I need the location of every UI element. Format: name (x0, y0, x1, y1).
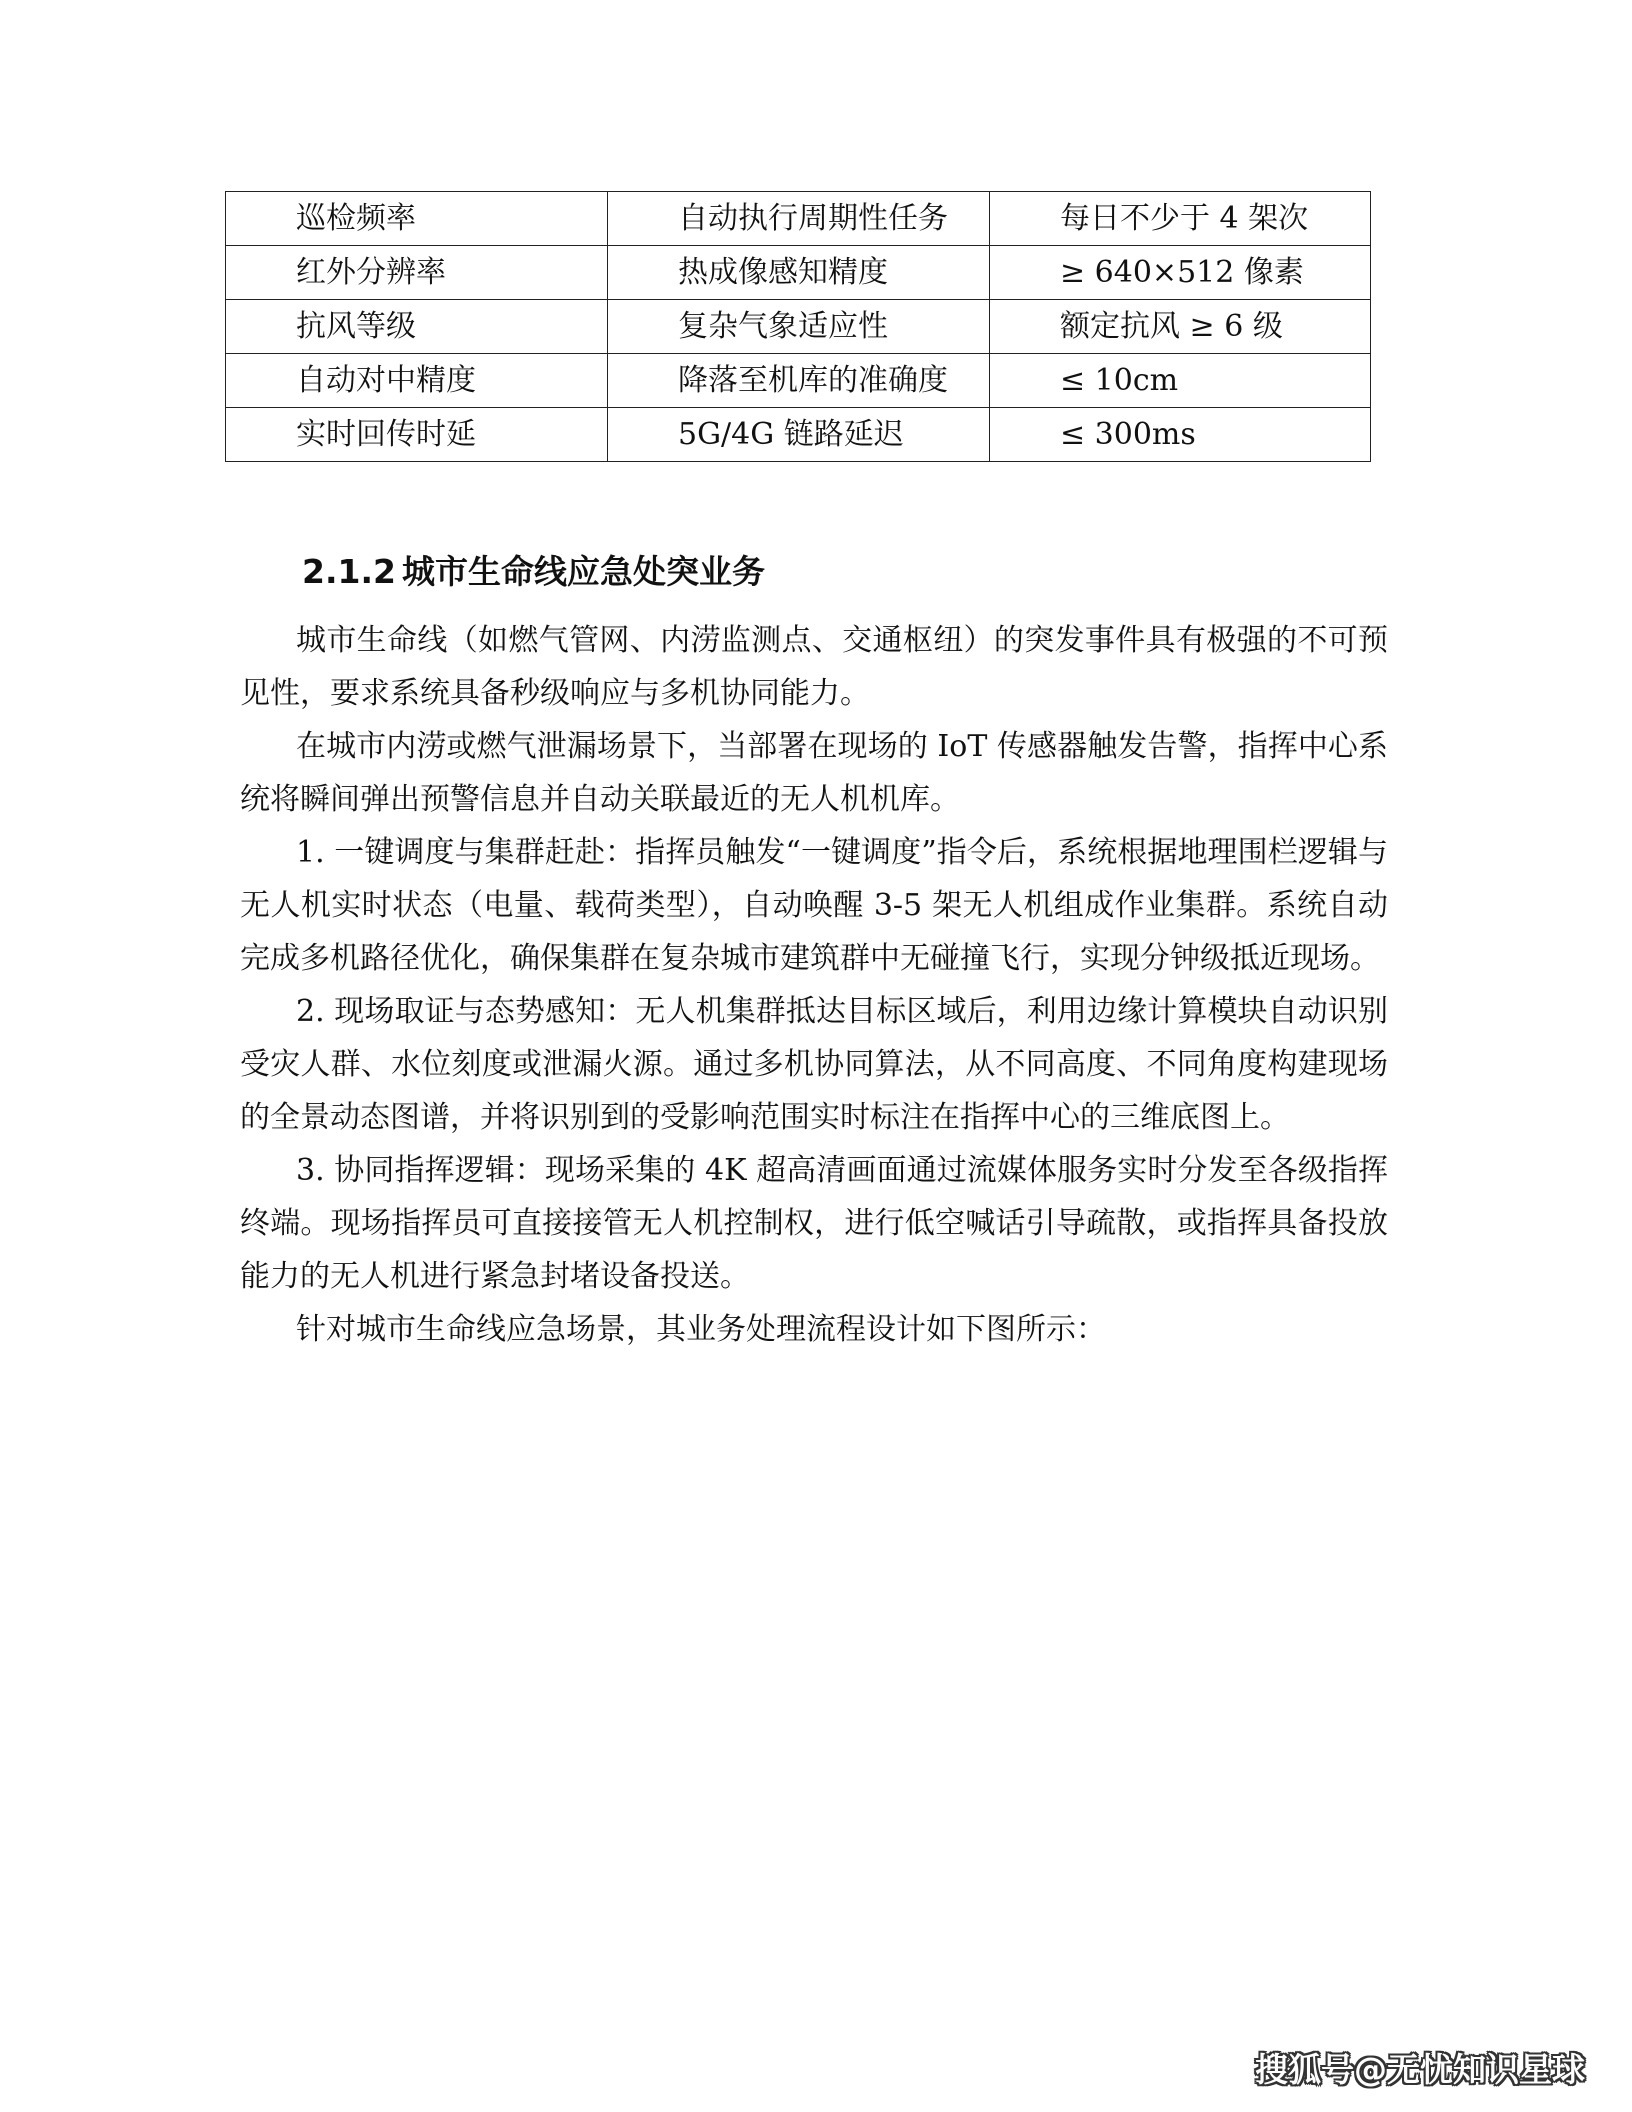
section-heading (302, 545, 765, 599)
list-item: 2. 现场取证与态势感知：无人机集群抵达目标区域后，利用边缘计算模块自动识别受灾人群、水位刻度或泄漏火源。通过多机协同算法，从不同高度、不同角度构建现场的全景动态图谱，并将识别到的受影响范围实时标注在指挥中心的三维底图上。 (240, 994, 1388, 1135)
table-cell: ≤ 300ms (990, 408, 1371, 462)
table-cell: 抗风等级 (226, 300, 608, 354)
paragraph: 在城市内涝或燃气泄漏场景下，当部署在现场的 IoT 传感器触发告警，指挥中心系统将瞬间弹出预警信息并自动关联最近的无人机机库。 (240, 729, 1388, 817)
table-cell: 自动执行周期性任务 (608, 192, 990, 246)
table-row (226, 300, 1371, 354)
table-row (226, 246, 1371, 300)
table-cell: 红外分辨率 (226, 246, 608, 300)
table-cell: 降落至机库的准确度 (608, 354, 990, 408)
section-title: 城市生命线应急处突业务 (401, 552, 765, 591)
spec-table (225, 191, 1371, 462)
table-cell: ≤ 10cm (990, 354, 1371, 408)
table-row (226, 408, 1371, 462)
table-cell: 自动对中精度 (226, 354, 608, 408)
table-cell: 实时回传时延 (226, 408, 608, 462)
paragraph: 针对城市生命线应急场景，其业务处理流程设计如下图所示： (296, 1312, 1106, 1347)
watermark: 搜狐号@无忧知识星球 (1255, 2050, 1585, 2089)
list-item: 1. 一键调度与集群赶赴：指挥员触发“一键调度”指令后，系统根据地理围栏逻辑与无人机实时状态（电量、载荷类型），自动唤醒 3-5 架无人机组成作业集群。系统自动完成多机路径优化，确保集群在复杂城市建筑群中无碰撞飞行，实现分钟级抵近现场。 (240, 835, 1388, 976)
section-number: 2.1.2 (302, 552, 396, 591)
paragraph: 城市生命线（如燃气管网、内涝监测点、交通枢纽）的突发事件具有极强的不可预见性，要求系统具备秒级响应与多机协同能力。 (240, 623, 1388, 711)
table-row (226, 354, 1371, 408)
table-row (226, 192, 1371, 246)
table-cell: 额定抗风 ≥ 6 级 (990, 300, 1371, 354)
table-cell: ≥ 640×512 像素 (990, 246, 1371, 300)
table-cell: 巡检频率 (226, 192, 608, 246)
table-cell: 热成像感知精度 (608, 246, 990, 300)
table-cell: 每日不少于 4 架次 (990, 192, 1371, 246)
table-cell: 5G/4G 链路延迟 (608, 408, 990, 462)
table-cell: 复杂气象适应性 (608, 300, 990, 354)
list-item: 3. 协同指挥逻辑：现场采集的 4K 超高清画面通过流媒体服务实时分发至各级指挥终端。现场指挥员可直接接管无人机控制权，进行低空喊话引导疏散，或指挥具备投放能力的无人机进行紧急封堵设备投送。 (240, 1153, 1388, 1294)
body-text (240, 614, 1388, 1356)
